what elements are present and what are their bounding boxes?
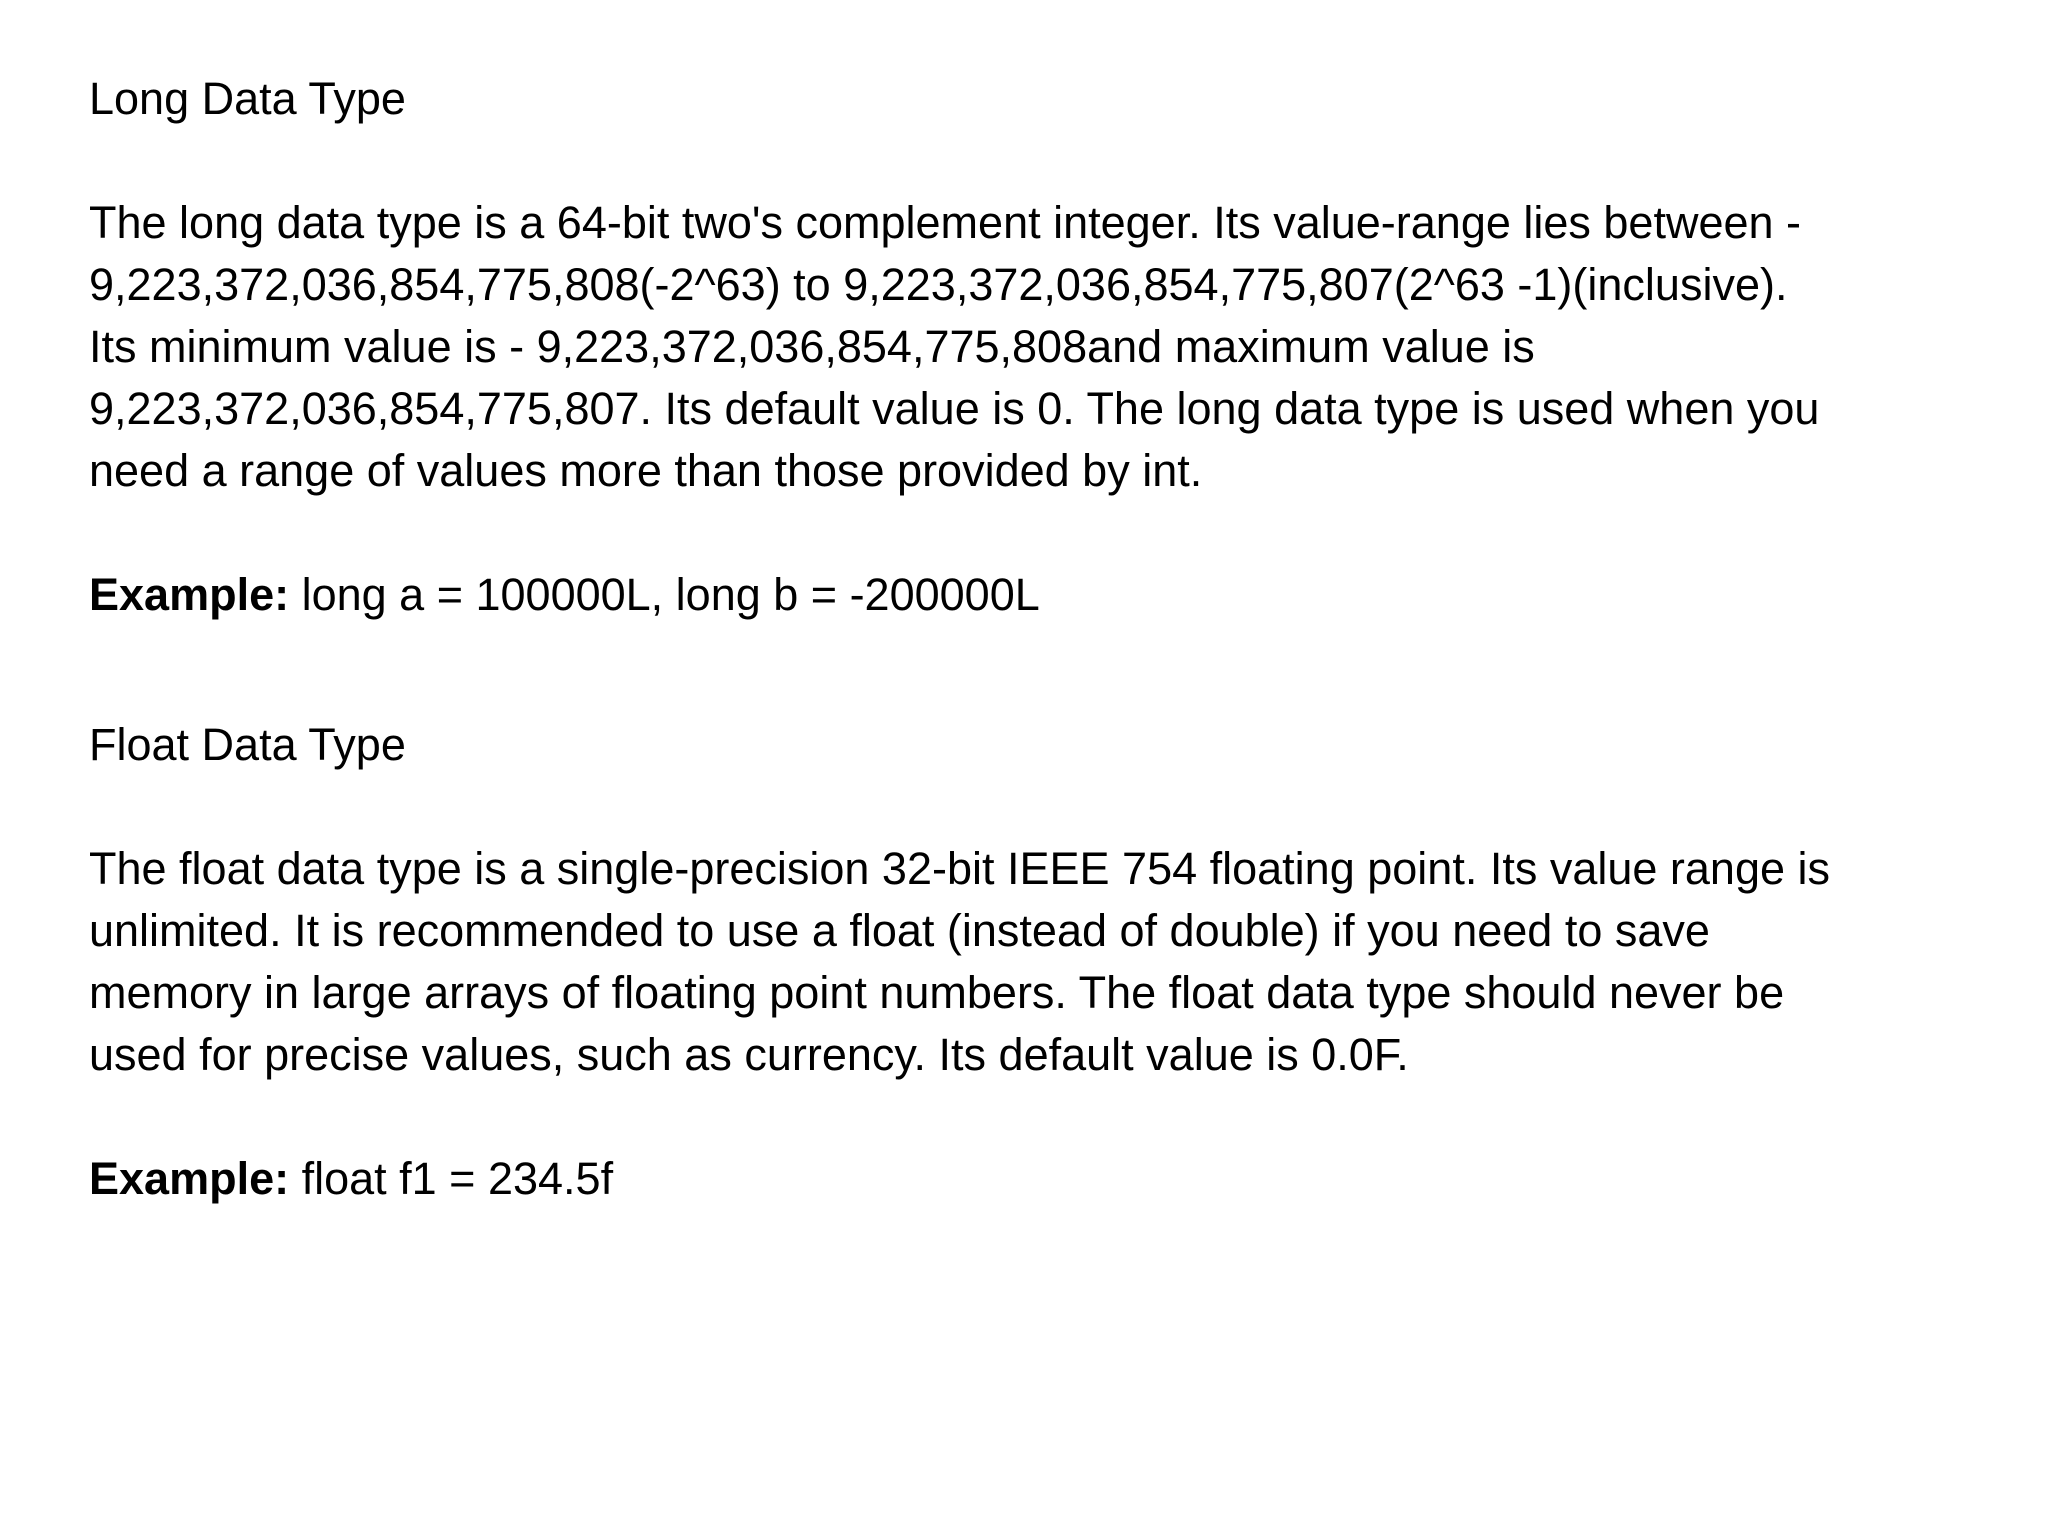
long-description	[89, 192, 1969, 502]
spacer	[89, 1086, 1969, 1148]
document-page	[89, 68, 1969, 1210]
float-example	[89, 1148, 1969, 1210]
long-heading: Long Data Type	[89, 73, 406, 124]
long-description-line: Its minimum value is - 9,223,372,036,854,775,808and maximum value is	[89, 321, 1535, 372]
long-example-code: long a = 100000L, long b = -200000L	[289, 569, 1040, 620]
float-section	[89, 714, 1969, 1210]
spacer	[89, 502, 1969, 564]
float-description-line: used for precise values, such as currency. Its default value is 0.0F.	[89, 1029, 1409, 1080]
float-heading: Float Data Type	[89, 719, 406, 770]
spacer	[89, 776, 1969, 838]
section-spacer	[89, 626, 1969, 714]
float-description-line: The float data type is a single-precision 32-bit IEEE 754 floating point. Its value range is	[89, 843, 1831, 894]
float-description-line: memory in large arrays of floating point numbers. The float data type should never be	[89, 967, 1785, 1018]
long-description-line: 9,223,372,036,854,775,807. Its default value is 0. The long data type is used when you	[89, 383, 1820, 434]
long-example	[89, 564, 1969, 626]
long-description-line: 9,223,372,036,854,775,808(-2^63) to 9,223,372,036,854,775,807(2^63 -1)(inclusive).	[89, 259, 1788, 310]
long-section	[89, 68, 1969, 626]
float-example-label: Example:	[89, 1153, 290, 1204]
long-description-line: need a range of values more than those provided by int.	[89, 445, 1203, 496]
long-description-line: The long data type is a 64-bit two's complement integer. Its value-range lies between -	[89, 197, 1802, 248]
float-description-line: unlimited. It is recommended to use a float (instead of double) if you need to save	[89, 905, 1710, 956]
long-example-label: Example:	[89, 569, 290, 620]
float-example-code: float f1 = 234.5f	[289, 1153, 614, 1204]
float-description	[89, 838, 1969, 1086]
spacer	[89, 130, 1969, 192]
